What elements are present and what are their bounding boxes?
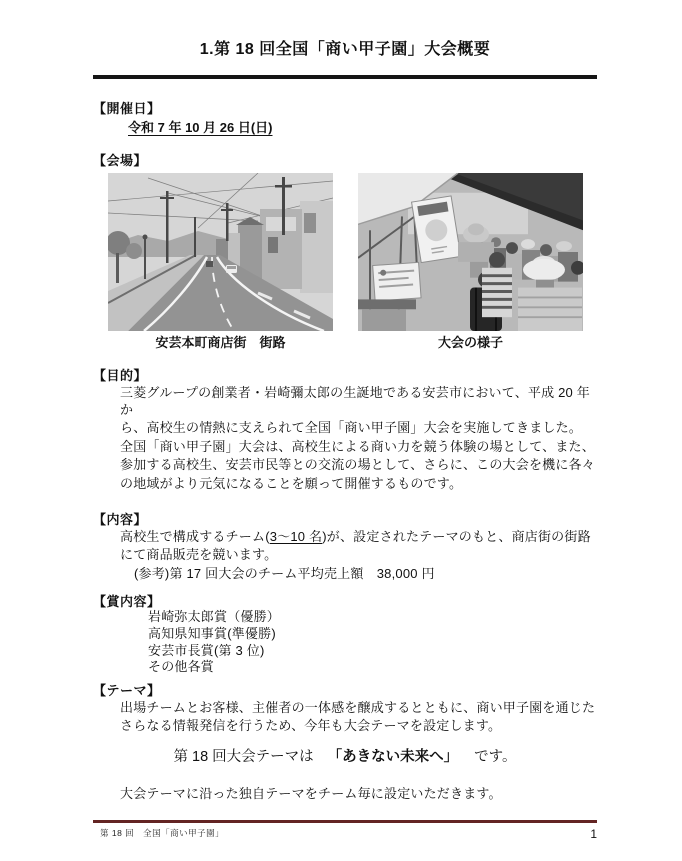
purpose-line: 参加する高校生、安芸市民等との交流の場として、さらに、この大会を機に各々 <box>120 457 595 473</box>
section-date <box>93 101 597 136</box>
award-item: 岩崎弥太郎賞（優勝） <box>148 609 281 625</box>
section-venue-heading: 【会場】 <box>93 153 148 168</box>
section-venue <box>93 153 597 350</box>
award-item: 安芸市長賞(第 3 位) <box>148 642 265 658</box>
theme-name: 「あきない未来へ」 <box>327 748 459 765</box>
award-item: 高知県知事賞(準優勝) <box>148 625 276 641</box>
theme-note: 大会テーマに沿った独自テーマをチーム毎に設定いただきます。 <box>120 785 502 801</box>
content-line-post: )が、設定されたテーマのもと、商店街の街路 <box>322 528 591 544</box>
section-purpose-heading: 【目的】 <box>93 368 148 383</box>
section-awards-heading: 【賞内容】 <box>93 594 161 610</box>
venue-photos <box>108 173 597 331</box>
award-item: その他各賞 <box>148 659 215 675</box>
section-content-heading: 【内容】 <box>93 511 148 527</box>
team-size-underlined: 3～10 名 <box>269 528 323 544</box>
section-content <box>93 512 597 583</box>
street-photo-caption: 安芸本町商店街 街路 <box>155 335 286 350</box>
event-photo-caption: 大会の様子 <box>437 335 503 350</box>
section-purpose <box>93 368 597 493</box>
event-photo-illustration <box>358 173 583 331</box>
footer-rule <box>93 820 597 823</box>
content-line: にて商品販売を競います。 <box>120 547 278 563</box>
page-content <box>93 0 597 803</box>
photo-captions <box>108 335 597 350</box>
theme-announcement <box>93 748 597 767</box>
page-title: 1.第 18 回全国「商い甲子園」大会概要 <box>199 41 491 58</box>
theme-announcement-suffix: です。 <box>474 748 517 765</box>
street-photo-illustration <box>108 173 333 331</box>
section-date-heading: 【開催日】 <box>93 101 161 116</box>
section-theme-heading: 【テーマ】 <box>93 682 161 698</box>
footer-doc-label: 第 18 回 全国「商い甲子園」 <box>100 828 225 838</box>
page-footer <box>93 820 597 841</box>
section-awards <box>93 594 597 675</box>
purpose-line: 全国「商い甲子園」大会は、高校生による商い力を競う体験の場として、また、 <box>120 438 595 454</box>
section-theme <box>93 683 597 803</box>
event-date: 令和 7 年 10 月 26 日(日) <box>128 120 273 135</box>
purpose-line: 三菱グループの創業者・岩崎彌太郎の生誕地である安芸市において、平成 20 年か <box>120 385 590 417</box>
street-photo <box>108 173 333 331</box>
footer-page-number: 1 <box>590 827 597 841</box>
content-reference: (参考)第 17 回大会のチーム平均売上額 38,000 円 <box>134 565 435 581</box>
purpose-line: の地域がより元気になることを願って開催するものです。 <box>120 475 463 491</box>
footer-row <box>93 827 597 841</box>
content-line-pre: 高校生で構成するチーム( <box>120 528 270 544</box>
purpose-line: ら、高校生の情熱に支えられて全国「商い甲子園」大会を実施してきました。 <box>120 420 583 436</box>
title-rule <box>93 75 597 79</box>
theme-announcement-prefix: 第 18 回大会テーマは <box>173 748 314 765</box>
content-line <box>120 529 597 546</box>
theme-line: さらなる情報発信を行うため、今年も大会テーマを設定します。 <box>120 718 502 734</box>
event-photo <box>358 173 583 331</box>
theme-line: 出場チームとお客様、主催者の一体感を醸成するとともに、商い甲子園を通じた <box>120 699 596 715</box>
